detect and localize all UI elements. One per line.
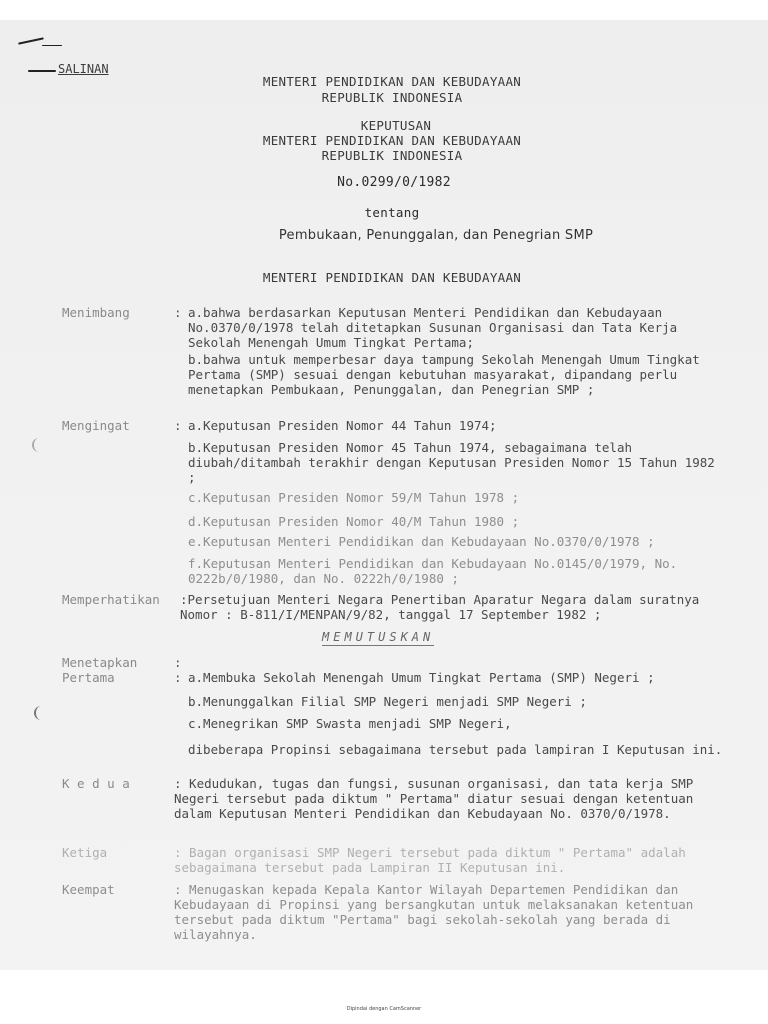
tentang-label: tentang (364, 205, 420, 220)
pertama-a: a.Membuka Sekolah Menengah Umum Tingkat Pertama (SMP) Negeri ; (188, 670, 655, 685)
colon: : (174, 670, 182, 685)
memutuskan-heading: MEMUTUSKAN (322, 630, 435, 644)
decree-subject: Pembukaan, Penunggalan, dan Penegrian SMP (278, 228, 594, 243)
header-republic: REPUBLIK INDONESIA (321, 90, 463, 105)
mengingat-c: c.Keputusan Presiden Nomor 59/M Tahun 1978 ; (188, 490, 520, 505)
mengingat-e: e.Keputusan Menteri Pendidikan dan Kebudayaan No.0370/0/1978 ; (188, 534, 655, 549)
menimbang-label: Menimbang (62, 305, 130, 320)
pertama-label: Pertama (62, 670, 115, 685)
pen-stroke (42, 45, 62, 46)
memperhatikan-label: Memperhatikan (62, 592, 160, 607)
keempat-text: : Menugaskan kepada Kepala Kantor Wilayah Departemen Pendidikan dan Kebudayaan di Propinsi yang bersangkutan untuk melaksanakan ketentuan tersebut pada diktum "Pertama" bagi sekolah-sekolah yang berada di wilayahnya. (174, 882, 694, 942)
header-minister: MENTERI PENDIDIKAN DAN KEBUDAYAAN (262, 74, 522, 89)
salinan-label: SALINAN (58, 62, 109, 76)
menimbang-a: a.bahwa berdasarkan Keputusan Menteri Pendidikan dan Kebudayaan No.0370/0/1978 telah ditetapkan Susunan Organisasi dan Tata Kerja Sekolah Menengah Umum Tingkat Pertama; (188, 305, 678, 350)
menimbang-b: b.bahwa untuk memperbesar daya tampung Sekolah Menengah Umum Tingkat Pertama (SMP) sesuai dengan kebutuhan masyarakat, dipandang perlu menetapkan Pembukaan, Penunggalan, dan Penegrian SMP ; (188, 352, 700, 397)
colon: : (174, 418, 182, 433)
ketiga-label: Ketiga (62, 845, 108, 860)
pertama-tail: dibeberapa Propinsi sebagaimana tersebut pada lampiran I Keputusan ini. (188, 742, 723, 757)
keempat-label: Keempat (62, 882, 115, 897)
memperhatikan-text: :Persetujuan Menteri Negara Penertiban Aparatur Negara dalam suratnya Nomor : B-811/I/MENPAN/9/82, tanggal 17 September 1982 ; (180, 592, 700, 622)
scanner-footer: Dipindai dengan CamScanner (346, 1006, 422, 1012)
header-minister-2: MENTERI PENDIDIKAN DAN KEBUDAYAAN (262, 133, 522, 148)
colon: : (174, 305, 182, 320)
mengingat-label: Mengingat (62, 418, 130, 433)
pertama-c: c.Menegrikan SMP Swasta menjadi SMP Negeri, (188, 716, 512, 731)
colon: : (174, 655, 182, 670)
hole-punch-mark (32, 438, 46, 452)
hole-punch-mark (34, 706, 48, 720)
ketiga-text: : Bagan organisasi SMP Negeri tersebut pada diktum " Pertama" adalah sebagaimana tersebut pada Lampiran II Keputusan ini. (174, 845, 686, 875)
menetapkan-label: Menetapkan (62, 655, 138, 670)
issuer-title: MENTERI PENDIDIKAN DAN KEBUDAYAAN (262, 270, 522, 285)
mengingat-d: d.Keputusan Presiden Nomor 40/M Tahun 1980 ; (188, 514, 520, 529)
mengingat-b: b.Keputusan Presiden Nomor 45 Tahun 1974, sebagaimana telah diubah/ditambah terakhir dengan Keputusan Presiden Nomor 15 Tahun 1982 ; (188, 440, 715, 485)
mengingat-f: f.Keputusan Menteri Pendidikan dan Kebudayaan No.0145/0/1979, No. 0222b/0/1980, dan No. 0222h/0/1980 ; (188, 556, 678, 586)
kedua-text: : Kedudukan, tugas dan fungsi, susunan organisasi, dan tata kerja SMP Negeri tersebut pada diktum " Pertama" diatur sesuai dengan ketentuan dalam Keputusan Menteri Pendidikan dan Kebudayaan No. 0370/0/1978. (174, 776, 694, 821)
decree-number: No.0299/0/1982 (337, 175, 451, 190)
kedua-label: K e d u a (62, 776, 130, 791)
pertama-b: b.Menunggalkan Filial SMP Negeri menjadi SMP Negeri ; (188, 694, 587, 709)
pen-stroke (28, 70, 56, 72)
header-republic-2: REPUBLIK INDONESIA (321, 148, 463, 163)
header-decree: KEPUTUSAN (360, 118, 432, 133)
mengingat-a: a.Keputusan Presiden Nomor 44 Tahun 1974; (188, 418, 497, 433)
